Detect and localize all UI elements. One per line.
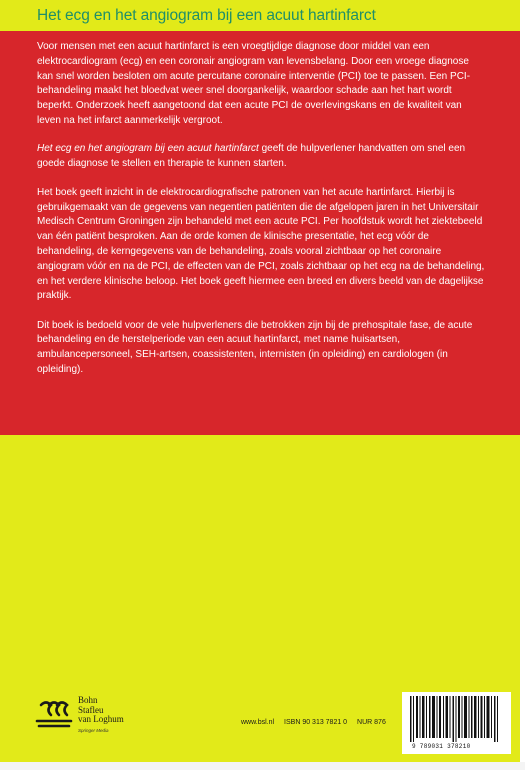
barcode-bars — [410, 696, 504, 742]
title-band — [0, 0, 520, 30]
blurb-paragraph-2-rest: geeft de hulpverlener handvatten om snel een goede diagnose te stellen en therapie te kunnen starten. — [37, 142, 466, 169]
blurb-text — [37, 40, 487, 392]
publisher-line-3: van Loghum — [78, 714, 124, 724]
blurb-paragraph-1: Voor mensen met een acuut hartinfarct is een vroegtijdige diagnose door middel van een elektrocardiogram (ecg) en een coronair angiogram van levensbelang. Door een vroege diagnose kan snel worden besloten om acute percutane coronaire interventie (PCI) toe te passen. Een PCI-behandeling maakt het bloedvat weer snel doorgankelijk, waardoor schade aan het hart wordt beperkt. Onderzoek heeft aangetoond dat een acute PCI de overlevingskans en de kwaliteit van leven na het infarct aanmerkelijk vergroot. — [37, 41, 471, 126]
barcode — [402, 692, 511, 754]
blurb-italic-title: Het ecg en het angiogram bij een acuut hartinfarct — [37, 142, 259, 154]
blurb-paragraph-3: Het boek geeft inzicht in de elektrocardiografische patronen van het acute hartinfarct. Hierbij is gebruikgemaakt van de gegevens van negentien patiënten die de afgelopen jaren in het Universitair Medisch Centrum Groningen zijn behandeld met een acute PCI. Per hoofdstuk wordt het ziektebeeld van één patiënt besproken. Aan de orde komen de klinische presentatie, het ecg vóór de behandeling, de kerngegevens van de behandeling, zoals vooral zichtbaar op het coronaire angiogram vóór en na de PCI, de effecten van de PCI, zoals zichtbaar op het ecg na de behandeling, en het verdere klinische beloop. Het boek geeft hiermee een breed en divers beeld van de dagelijkse praktijk. — [37, 186, 485, 302]
publisher-logo-icon — [33, 695, 75, 735]
isbn-line — [241, 719, 394, 726]
publisher-url: www.bsl.nl — [241, 719, 275, 726]
nur-code: NUR 876 — [357, 719, 386, 726]
publisher-line-2: Stafleu — [78, 704, 104, 715]
page-edge — [0, 762, 525, 770]
publisher-line-1: Bohn — [78, 695, 98, 705]
blurb-paragraph-4: Dit boek is bedoeld voor de vele hulpverleners die betrokken zijn bij de prehospitale fase, de acute behandeling en de herstelperiode van een acuut hartinfarct, met name huisartsen, ambulancepersoneel, SEH-artsen, coassistenten, internisten (in opleiding) en cardiologen (in opleiding). — [37, 319, 473, 375]
isbn-number: ISBN 90 313 7821 0 — [284, 719, 348, 726]
publisher-name — [78, 696, 124, 735]
publisher-block — [33, 695, 124, 735]
publisher-subtitle: Springer Media — [78, 727, 109, 733]
barcode-digits: 9 789031 378210 — [412, 743, 471, 750]
blurb-paragraph-2 — [37, 142, 487, 172]
book-title: Het ecg en het angiogram bij een acuut hartinfarct — [37, 7, 376, 24]
